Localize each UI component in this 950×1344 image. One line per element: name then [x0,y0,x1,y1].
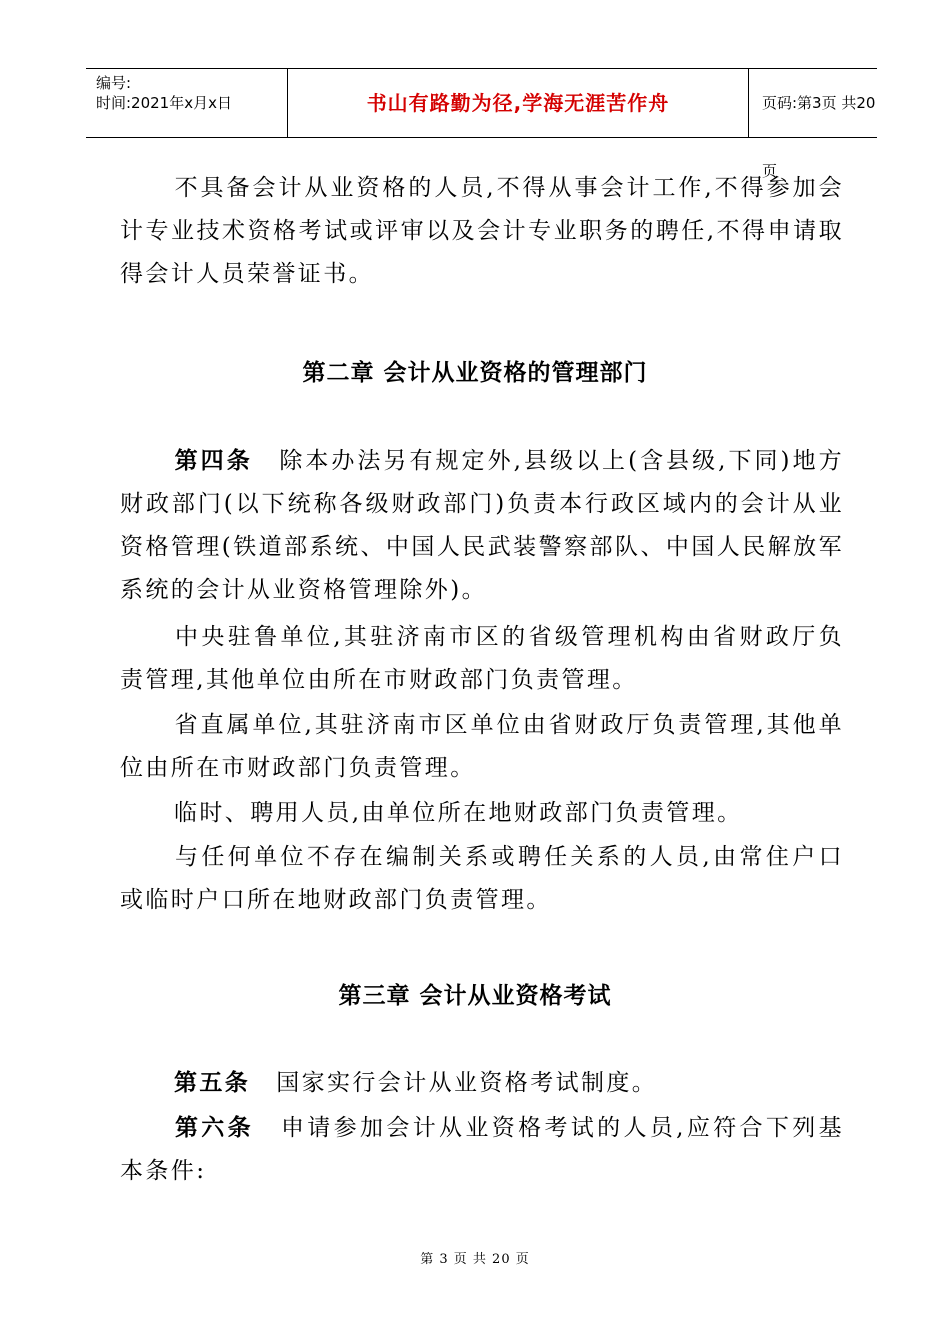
paragraph-text: 不具备会计从业资格的人员,不得从事会计工作,不得参加会计专业技术资格考试或评审以及会计专业职务的聘任,不得申请取得会计人员荣誉证书。 [120,175,844,287]
paragraph-qualification [120,167,844,296]
paragraph-text: 省直属单位,其驻济南市区单位由省财政厅负责管理,其他单位由所在市财政部门负责管理。 [120,712,844,781]
article-text: 除本办法另有规定外,县级以上(含县级,下同)地方财政部门(以下统称各级财政部门)负责本行政区域内的会计从业资格管理(铁道部系统、中国人民武装警察部队、中国人民解放军系统的会计从业资格管理除外)。 [120,448,844,603]
page-header [86,68,877,180]
article-four [120,440,844,612]
chapter-two-heading: 第二章 会计从业资格的管理部门 [302,360,648,386]
serial-label: 编号: [96,74,132,92]
article-five [120,1062,844,1105]
article-label: 第六条 [174,1115,254,1141]
chapter-three-heading: 第三章 会计从业资格考试 [338,983,612,1009]
header-page-info: 页码:第3页 共20页 [762,94,876,180]
article-label: 第四条 [174,448,253,474]
paragraph-text: 中央驻鲁单位,其驻济南市区的省级管理机构由省财政厅负责管理,其他单位由所在市财政部门负责管理。 [120,624,844,693]
article-text: 国家实行会计从业资格考试制度。 [276,1070,658,1096]
page-footer: 第 3 页 共 20 页 [420,1252,530,1267]
paragraph-provincial-units [120,704,844,790]
paragraph-text: 临时、聘用人员,由单位所在地财政部门负责管理。 [174,800,743,826]
paragraph-text: 与任何单位不存在编制关系或聘任关系的人员,由常住户口或临时户口所在地财政部门负责管理。 [120,844,844,913]
time-label: 时间:2021年x月x日 [96,94,232,112]
article-six [120,1107,844,1193]
paragraph-unaffiliated [120,836,844,922]
article-label: 第五条 [174,1070,251,1096]
header-meta [86,69,288,137]
header-motto: 书山有路勤为径,学海无涯苦作舟 [288,69,749,137]
paragraph-temporary-staff [120,792,844,835]
article-text: 申请参加会计从业资格考试的人员,应符合下列基本条件: [120,1115,844,1184]
paragraph-central-units [120,616,844,702]
